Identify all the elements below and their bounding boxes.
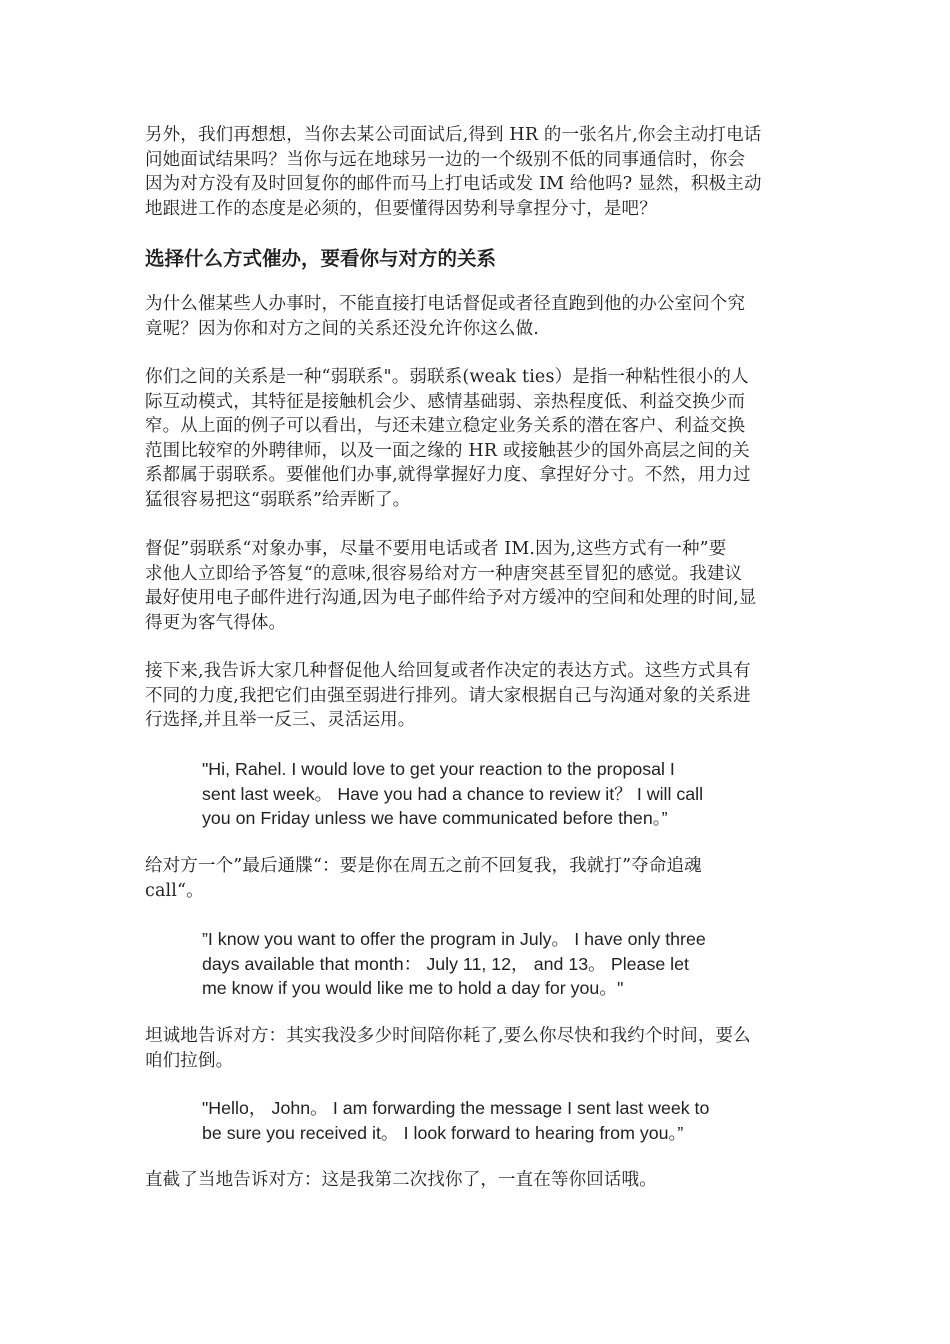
text-line: 最好使用电子邮件进行沟通,因为电子邮件给予对方缓冲的空间和处理的时间,显 bbox=[145, 588, 757, 609]
text-line: 直截了当地告诉对方：这是我第二次找你了，一直在等你回话哦。 bbox=[145, 1170, 657, 1190]
paragraph-expressions bbox=[145, 659, 815, 733]
paragraph-email-advice bbox=[145, 537, 815, 635]
text-line: 竟呢？因为你和对方之间的关系还没允许你这么做. bbox=[145, 318, 540, 339]
text-line: 给对方一个”最后通牒“：要是你在周五之前不回复我，我就打”夺命追魂 bbox=[145, 856, 702, 876]
text-line: 不同的力度,我把它们由强至弱进行排列。请大家根据自己与沟通对象的关系进 bbox=[145, 685, 751, 706]
text-line: 求他人立即给予答复“的意味,很容易给对方一种唐突甚至冒犯的感觉。我建议 bbox=[145, 563, 743, 584]
paragraph-why bbox=[145, 292, 815, 341]
quote-line: ”I know you want to offer the program in July。 I have only three bbox=[202, 929, 706, 949]
text-line: call“。 bbox=[145, 880, 204, 901]
paragraph-frank bbox=[145, 1024, 815, 1073]
paragraph-ultimatum bbox=[145, 854, 815, 903]
quote-line: be sure you received it。 I look forward to hearing from you。” bbox=[202, 1122, 684, 1143]
text-line: 为什么催某些人办事时，不能直接打电话督促或者径直跑到他的办公室问个究 bbox=[145, 294, 746, 314]
quote-line: me know if you would like me to hold a day for you。" bbox=[202, 978, 624, 999]
example-quote-1 bbox=[202, 757, 802, 831]
text-line: 督促”弱联系“对象办事，尽量不要用电话或者 IM.因为,这些方式有一种”要 bbox=[145, 539, 727, 559]
text-line: 猛很容易把这“弱联系”给弄断了。 bbox=[145, 489, 411, 510]
paragraph-direct bbox=[145, 1168, 815, 1193]
text-line: 行选择,并且举一反三、灵活运用。 bbox=[145, 710, 416, 731]
text-line: 窄。从上面的例子可以看出，与还未建立稳定业务关系的潜在客户、利益交换 bbox=[145, 416, 746, 437]
text-line: 问她面试结果吗？当你与远在地球另一边的一个级别不低的同事通信时，你会 bbox=[145, 149, 746, 170]
text-line: 系都属于弱联系。要催他们办事,就得掌握好力度、拿捏好分寸。不然，用力过 bbox=[145, 465, 751, 486]
text-line: 际互动模式，其特征是接触机会少、感情基础弱、亲热程度低、利益交换少而 bbox=[145, 391, 746, 412]
text-line: 咱们拉倒。 bbox=[145, 1050, 234, 1071]
text-line: 接下来,我告诉大家几种督促他人给回复或者作决定的表达方式。这些方式具有 bbox=[145, 661, 751, 681]
text-line: 范围比较窄的外聘律师，以及一面之缘的 HR 或接触甚少的国外高层之间的关 bbox=[145, 440, 750, 461]
quote-line: "Hello， John。 I am forwarding the message I sent last week to bbox=[202, 1098, 710, 1118]
quote-line: days available that month： July 11, 12， and 13。 Please let bbox=[202, 953, 689, 974]
text-line: 地跟进工作的态度是必须的，但要懂得因势利导拿捏分寸，是吧？ bbox=[145, 198, 657, 219]
text-line: 你们之间的关系是一种“弱联系"。弱联系(weak ties）是指一种粘性很小的人 bbox=[145, 367, 749, 387]
text-line: 得更为客气得体。 bbox=[145, 612, 287, 633]
paragraph-weak-ties bbox=[145, 365, 815, 513]
example-quote-3 bbox=[202, 1096, 802, 1145]
quote-line: sent last week。 Have you had a chance to review it？ I will call bbox=[202, 783, 704, 804]
text-line: 另外，我们再想想，当你去某公司面试后,得到 HR 的一张名片,你会主动打电话 bbox=[145, 125, 762, 145]
quote-line: "Hi, Rahel. I would love to get your reaction to the proposal I bbox=[202, 759, 675, 779]
quote-line: you on Friday unless we have communicated before then。” bbox=[202, 808, 668, 829]
section-heading: 选择什么方式催办，要看你与对方的关系 bbox=[145, 247, 497, 270]
example-quote-2 bbox=[202, 927, 802, 1001]
paragraph-intro bbox=[145, 123, 815, 221]
text-line: 坦诚地告诉对方：其实我没多少时间陪你耗了,要么你尽快和我约个时间，要么 bbox=[145, 1026, 751, 1046]
text-line: 因为对方没有及时回复你的邮件而马上打电话或发 IM 给他吗? 显然，积极主动 bbox=[145, 174, 762, 195]
